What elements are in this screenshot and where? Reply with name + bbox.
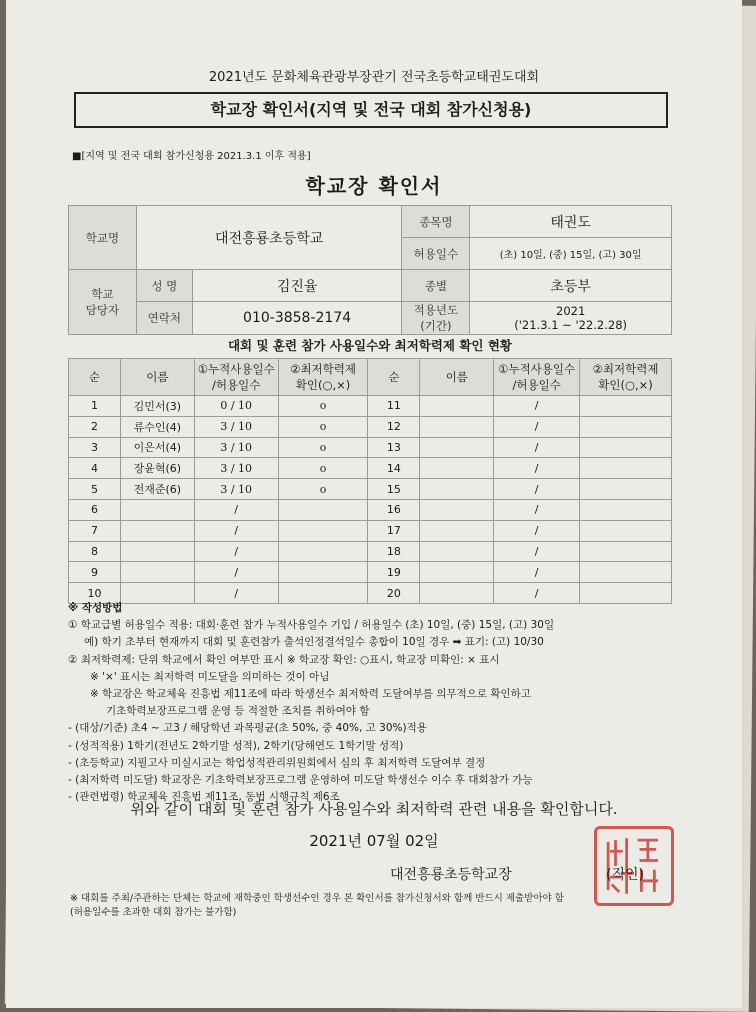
row-no: 14 [368,458,420,479]
row-check [580,541,672,562]
row-check: o [278,416,368,437]
row-check [580,499,672,520]
col-header-check: ②최저학력제 확인(○,×) [278,359,368,396]
issue-date: 2021년 07월 02일 [309,832,439,850]
row-no: 19 [368,562,420,583]
row-name [420,458,494,479]
instruction-line: - (초등학교) 지필고사 미실시교는 학업성적관리위원회에서 심의 후 최저학력 도달여부 결정 [68,756,486,769]
table-row [69,520,672,541]
row-name: 김민서(3) [120,396,194,417]
table-row [69,541,672,562]
table-row [69,396,672,417]
col-header-days: ①누적사용일수 /허용일수 [194,359,278,396]
instruction-line: ① 학교급별 허용일수 적용: 대회·훈련 참가 누적사용일수 기입 / 허용일수 (초) 10일, (중) 15일, (고) 30일 [68,619,555,632]
row-no: 2 [69,416,121,437]
document-banner: 학교장 확인서(지역 및 전국 대회 참가신청용) [74,92,668,128]
row-no: 6 [69,499,121,520]
row-check [580,416,672,437]
row-no: 18 [368,541,420,562]
name-label: 성 명 [136,270,192,302]
school-value: 대전흥룡초등학교 [136,206,402,270]
row-days: / [494,541,580,562]
applicability-note: ■[지역 및 전국 대회 참가신청용 2021.3.1 이후 적용] [72,151,311,162]
row-no: 3 [69,437,121,458]
row-days: / [494,562,580,583]
principal-signature: 대전흥룡초등학교장 [390,867,512,883]
col-header-days-2: ①누적사용일수 /허용일수 [494,359,580,396]
year-period: ('21.3.1 ~ '22.2.28) [514,318,627,332]
row-days: / [194,520,278,541]
row-no: 13 [368,437,420,458]
instruction-line: - (대상/기준) 초4 ~ 고3 / 해당학년 과목평균(초 50%, 중 40%, 고 30%)적용 [68,722,427,735]
row-no: 17 [368,520,420,541]
event-value: 태권도 [470,206,672,238]
row-no: 11 [368,396,420,417]
year-label: 적용년도 (기간) [402,302,470,335]
row-check [580,562,672,583]
year-cell [470,302,672,335]
allowed-value: (초) 10일, (중) 15일, (고) 30일 [470,238,672,270]
row-name: 류수인(4) [120,416,194,437]
row-days: / [494,583,580,604]
instructions [68,600,688,806]
row-days: / [194,541,278,562]
footer-line: (허용일수를 초과한 대회 참가는 불가함) [70,907,237,918]
row-name [120,541,194,562]
page-title: 학교장 확인서 [305,174,443,198]
instruction-line: ② 최저학력제: 단위 학교에서 확인 여부만 표시 ※ 학교장 확인: ○표시, 학교장 미확인: × 표시 [68,653,500,666]
row-no: 4 [69,458,121,479]
row-no: 16 [368,499,420,520]
row-no: 10 [69,583,121,604]
table-row [69,437,672,458]
instructions-heading: ※ 작성방법 [68,602,123,614]
document-page [6,0,742,1008]
col-header-no: 순 [69,359,121,396]
row-days: 3 / 10 [194,479,278,500]
row-name [420,499,494,520]
row-days: 0 / 10 [194,396,278,417]
section-title: 대회 및 훈련 참가 사용일수와 최저학력제 확인 현황 [227,338,513,353]
allowed-label: 허용일수 [402,238,470,270]
year-value: 2021 [556,304,586,318]
footer-line: ※ 대회를 주최/주관하는 단체는 학교에 재학중인 학생선수인 경우 본 확인서를 참가신청서와 함께 반드시 제출받아야 함 [70,893,564,904]
row-days: 3 / 10 [194,416,278,437]
row-days: / [194,583,278,604]
row-check: o [278,458,368,479]
table-row [69,458,672,479]
row-name [420,562,494,583]
event-label: 종목명 [402,206,470,238]
row-no: 1 [69,396,121,417]
row-days: / [494,479,580,500]
table-row [69,479,672,500]
contact-label: 학교 담당자 [69,270,137,335]
row-no: 9 [69,562,121,583]
row-days: 3 / 10 [194,458,278,479]
category-label: 종별 [402,270,470,302]
row-no: 8 [69,541,121,562]
row-name: 장윤혁(6) [120,458,194,479]
info-table [68,205,672,335]
row-no: 12 [368,416,420,437]
instruction-line: 기초학력보장프로그램 운영 등 적절한 조치를 취하여야 함 [106,705,370,718]
phone-label: 연락처 [136,302,192,335]
row-name [420,437,494,458]
row-check [580,479,672,500]
row-days: / [494,437,580,458]
row-name [120,520,194,541]
row-name [120,499,194,520]
row-days: / [494,499,580,520]
name-value: 김진율 [192,270,402,302]
row-check: o [278,396,368,417]
table-row [69,562,672,583]
instruction-line: - (최저학력 미도달) 학교장은 기초학력보장프로그램 운영하여 미도달 학생선수 이수 후 대회참가 가능 [68,774,533,787]
row-check [580,458,672,479]
participants-body [69,359,672,604]
row-days: / [194,562,278,583]
row-days: / [194,499,278,520]
table-row [69,416,672,437]
instruction-line: ※ '×' 표시는 최저학력 미도달을 의미하는 것이 아님 [90,670,330,683]
row-no: 20 [368,583,420,604]
row-check [580,396,672,417]
school-label: 학교명 [69,206,137,270]
instruction-line: - (관련법령) 학교체육 진흥법 제11조, 동법 시행규칙 제6조 [68,791,340,804]
confirmation-statement: 위와 같이 대회 및 훈련 참가 사용일수와 최저학력 관련 내용을 확인합니다. [130,800,618,818]
row-name [420,396,494,417]
row-name [420,520,494,541]
row-name [120,562,194,583]
instruction-line: 예) 학기 초부터 현재까지 대회 및 훈련참가 출석인정결석일수 총합이 10일 경우 ➡ 표기: (고) 10/30 [84,636,544,649]
row-days: / [494,458,580,479]
phone-value: 010-3858-2174 [192,302,402,335]
row-name: 이은서(4) [120,437,194,458]
participants-table [68,358,672,604]
row-days: / [494,520,580,541]
col-header-no-2: 순 [368,359,420,396]
instruction-line: ※ 학교장은 학교체육 진흥법 제11조에 따라 학생선수 최저학력 도달여부를 의무적으로 확인하고 [90,688,531,701]
row-name [420,541,494,562]
row-days: 3 / 10 [194,437,278,458]
footer-note [70,892,690,920]
row-check [580,520,672,541]
row-name [420,416,494,437]
row-check: o [278,437,368,458]
row-no: 7 [69,520,121,541]
row-check [278,562,368,583]
seal-label: (직인) [606,867,644,883]
event-title: 2021년도 문화체육관광부장관기 전국초등학교태권도대회 [208,70,540,85]
row-check [278,541,368,562]
category-value: 초등부 [470,270,672,302]
row-no: 5 [69,479,121,500]
row-check: o [278,479,368,500]
row-days: / [494,416,580,437]
row-days: / [494,396,580,417]
row-no: 15 [368,479,420,500]
row-check [278,520,368,541]
col-header-name-2: 이름 [420,359,494,396]
table-row [69,499,672,520]
row-name: 전재준(6) [120,479,194,500]
col-header-check-2: ②최저학력제 확인(○,×) [580,359,672,396]
col-header-name: 이름 [120,359,194,396]
instruction-line: - (성적적용) 1학기(전년도 2학기말 성적), 2학기(당해연도 1학기말 성적) [68,739,404,752]
row-name [420,479,494,500]
row-check [278,499,368,520]
row-check [580,437,672,458]
